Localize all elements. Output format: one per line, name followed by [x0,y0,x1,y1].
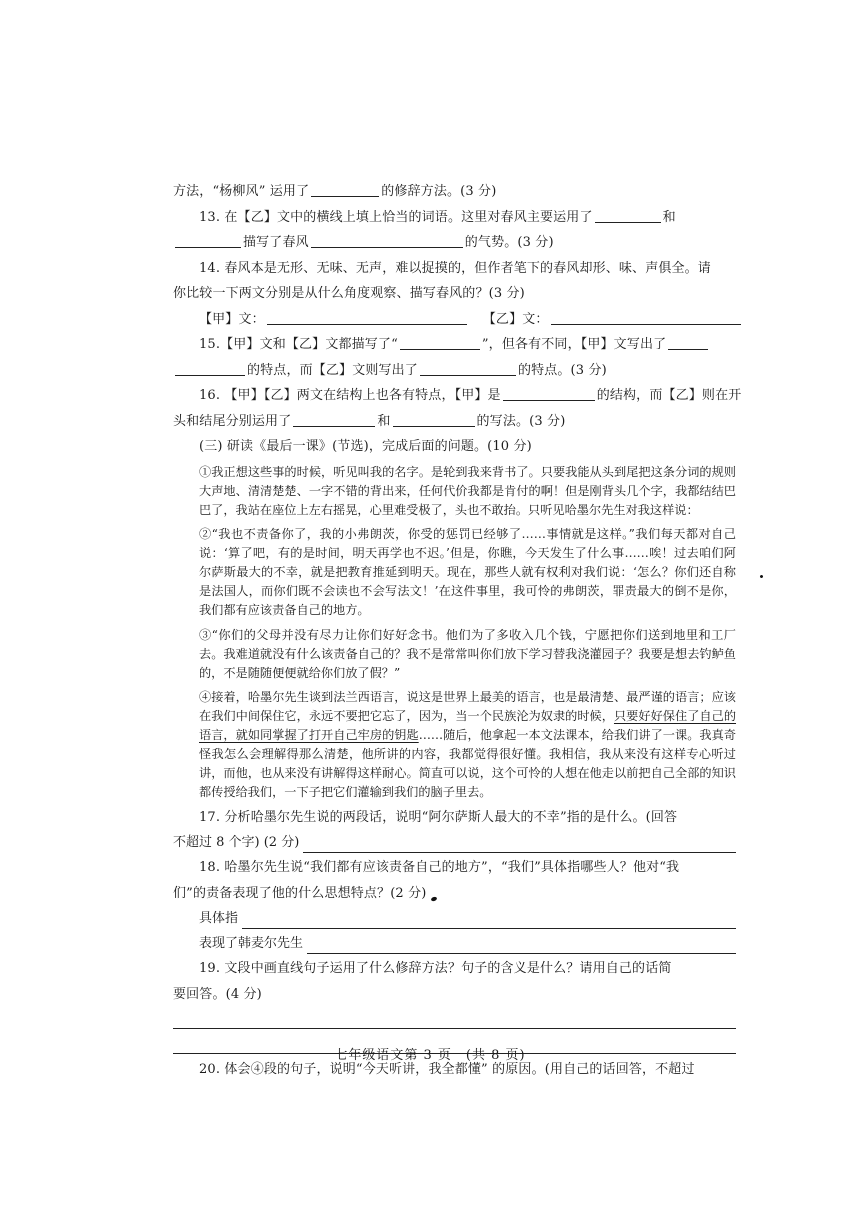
answer-blank[interactable] [293,412,375,427]
question-12-tail [173,182,736,202]
question-16 [173,386,742,406]
q15-text: ”，但各有不同，【甲】文写出了 [481,337,667,352]
question-14: 14. 春风本是无形、无味、无声，难以捉摸的，但作者笔下的春风却形、味、声俱全。请 [199,260,711,276]
q14-yi-label: 【乙】文： [482,311,549,327]
question-18: 18. 哈墨尔先生说“我们都有应该责备自己的地方”，“我们”具体指哪些人？他对“我 [199,860,680,875]
answer-line[interactable] [242,913,736,929]
q16-text: 16. 【甲】【乙】两文在结构上也各有特点，【甲】是 [199,388,501,403]
q16-text: 头和结尾分别运用了 [173,413,292,429]
passage-paragraph-2: ②“我也不责备你了，我的小弗朗茨，你受的惩罚已经够了……事情就是这样。”我们每天都对自己说：‘算了吧，有的是时间，明天再学也不迟。’但是，你瞧，今天发生了什么事……唉！过去咱们阿尔萨斯最大的不幸，就是把教育推延到明天。现在，那些人就有权利对我们说：‘怎么？你们还自称是法国人，而你们既不会读也不会写法文！’在这件事里，我可怜的弗朗茨，罪责最大的倒不是你，我们都有应该责备自己的地方。 [199,527,736,617]
question-19-cont: 要回答。(4 分) [173,986,262,1002]
answer-blank[interactable] [551,310,741,325]
q15-text: 15.【甲】文和【乙】文都描写了“ [199,337,398,352]
answer-blank[interactable] [311,182,379,197]
question-14-cont: 你比较一下两文分别是从什么角度观察、描写春风的？(3 分) [173,286,525,301]
answer-blank[interactable] [400,335,480,350]
answer-line[interactable] [303,837,736,853]
answer-blank[interactable] [393,412,475,427]
question-13 [173,208,736,228]
section-3-heading: (三) 研读《最后一课》(节选)，完成后面的问题。(10 分) [199,439,532,454]
question-20: 20. 体会④段的句子，说明“今天听讲，我全都懂” 的原因。(用自己的话回答，不超过 [199,1062,695,1077]
underlined-sentence: 只要好好保住了自己的语言，就如同掌握了打开自己牢房的钥匙 [199,709,737,742]
q12-text: 方法，“杨柳风” 运用了 [173,184,310,199]
question-13-cont [173,233,736,253]
question-15-cont [173,361,736,381]
passage-paragraph-4: ④接着，哈墨尔先生谈到法兰西语言，说这是世界上最美的语言，也是最清楚、最严谨的语言；应该在我们中间保住它，永远不要把它忘了，因为，当一个民族沦为奴隶的时候，只要好好保住了自己的语言，就如同掌握了打开自己牢房的钥匙……随后，他拿起一本文法课本，给我们讲了一课。我真奇怪我怎么会理解得那么清楚，他所讲的内容，我都觉得很好懂。我相信，我从来没有这样专心听过讲，而他，也从来没有讲解得这样耐心。简直可以说，这个可怜的人想在他走以前把自己全部的知识都传授给我们，一下子把它们灌输到我们的脑子里去。 [199,690,737,799]
answer-line[interactable] [173,1010,736,1029]
answer-blank[interactable] [420,361,516,376]
answer-line[interactable] [307,938,736,954]
ink-spot [760,575,764,579]
question-19: 19. 文段中画直线句子运用了什么修辞方法？句子的含义是什么？请用自己的话简 [199,961,672,976]
question-17: 17. 分析哈墨尔先生说的两段话，说明“阿尔萨斯人最大的不幸”指的是什么。(回答 [199,809,678,825]
q15-text: 的特点。(3 分) [517,362,607,378]
question-16-cont [173,412,736,432]
answer-blank[interactable] [668,335,708,350]
answer-blank[interactable] [311,233,463,248]
answer-blank[interactable] [175,233,241,248]
page-content [173,182,742,1086]
question-17-cont: 不超过 8 个字) (2 分) [173,833,736,853]
q16-text: 的写法。(3 分) [476,413,566,429]
q14-jia-label: 【甲】文： [199,311,265,327]
q13-text: 描写了春风 [243,235,309,250]
answer-blank[interactable] [503,386,595,401]
q12-text: 的修辞方法。(3 分) [381,184,497,199]
q16-text: 和 [377,413,391,429]
question-18-answer-1: 具体指 [173,909,736,929]
answer-blank[interactable] [595,208,661,223]
passage-paragraph-3: ③“你们的父母并没有尽力让你们好好念书。他们为了多收入几个钱，宁愿把你们送到地里和工厂去。我难道就没有什么该责备自己的？我不是常常叫你们放下学习替我浇灌园子？我要是想去钓鲈鱼的，不是随随便便就给你们放了假？” [199,627,736,680]
question-18-cont: 们”的责备表现了他的什么思想特点？(2 分) [173,885,427,901]
q13-text: 的气势。(3 分) [464,235,554,250]
q13-text: 和 [662,209,676,225]
question-15 [173,335,736,355]
passage-paragraph-1: ①我正想这些事的时候，听见叫我的名字。是轮到我来背书了。只要我能从头到尾把这条分词的规则大声地、清清楚楚、一字不错的背出来，任何代价我都是肯付的啊！但是刚背头几个字，我都结结巴巴了，我站在座位上左右摇晃，心里难受极了，头也不敢抬。只听见哈墨尔先生对我这样说： [199,464,736,517]
question-14-answers [173,310,736,330]
q15-text: 的特点，而【乙】文则写出了 [247,362,418,378]
answer-blank[interactable] [267,310,467,325]
q13-text: 13. 在【乙】文中的横线上填上恰当的词语。这里对春风主要运用了 [199,209,593,225]
page-footer: 七年级语文第 3 页 (共 8 页) [334,1048,526,1063]
answer-blank[interactable] [175,361,245,376]
q16-text: 的结构，而【乙】则在开 [596,388,742,403]
question-18-answer-2: 表现了韩麦尔先生 [173,934,736,954]
